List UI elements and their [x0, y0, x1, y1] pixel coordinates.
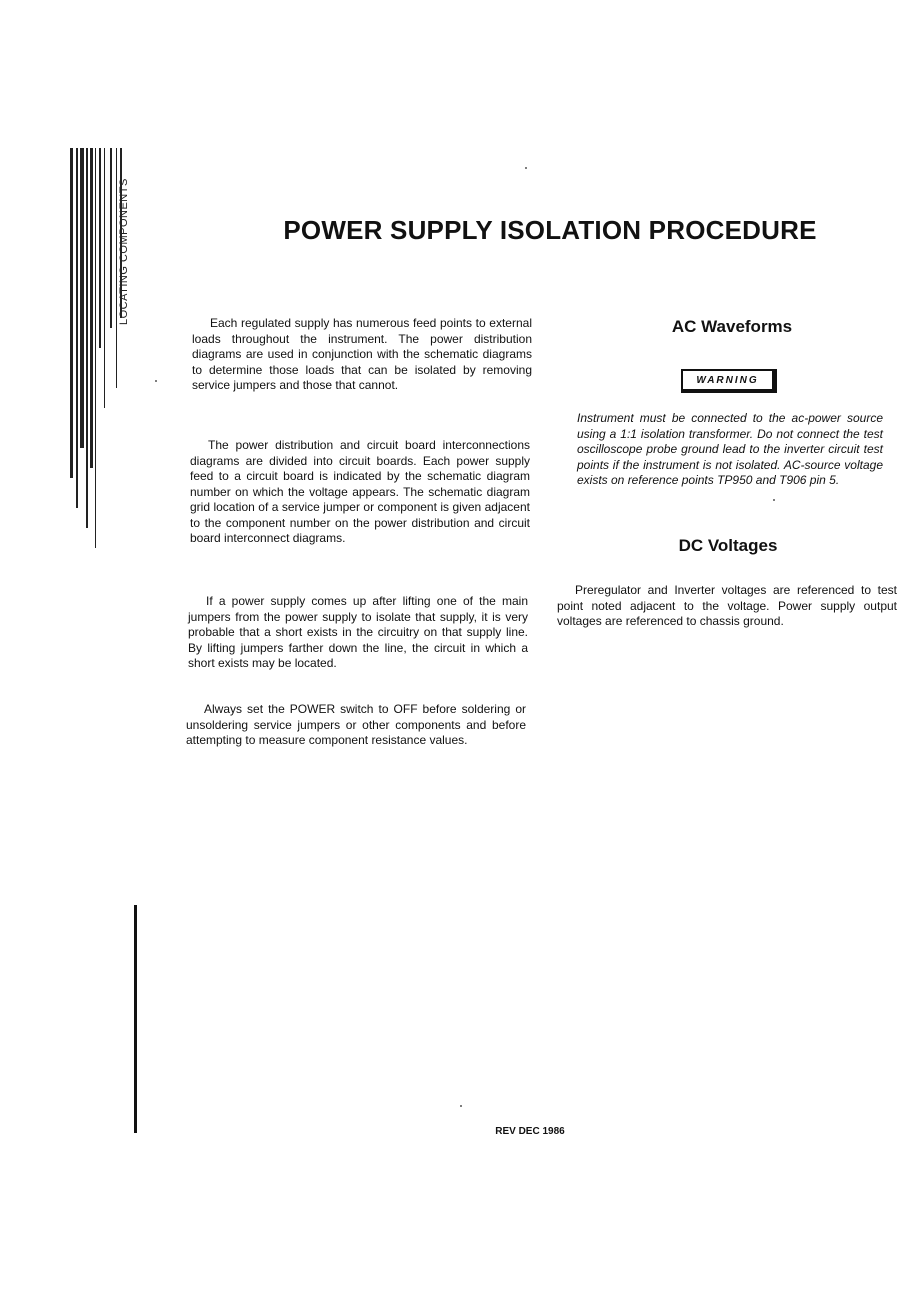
body-paragraph-1: Each regulated supply has numerous feed points to external loads throughout the instrument. The power distribution diagrams are used in conjunction with the schematic diagrams to determine those loads that can be isolated by removing service jumpers and those that cannot.	[192, 316, 532, 392]
warning-text: Instrument must be connected to the ac-power source using a 1:1 isolation transformer. Do not connect the test oscilloscope probe ground lead to the inverter circuit test points if the instrument is not isolated. AC-source voltage exists on reference points TP950 and T906 pin 5.	[577, 411, 883, 487]
dc-voltages-heading: DC Voltages	[678, 536, 778, 555]
left-margin-rule	[134, 905, 137, 1133]
ac-waveforms-heading: AC Waveforms	[671, 317, 793, 336]
body-paragraph-2: The power distribution and circuit board interconnections diagrams are divided into circuit boards. Each power supply feed to a circuit board is indicated by the schematic diagram number on which the voltage appears. The schematic diagram grid location of a service jumper or component is given adjacent to the component number on the power distribution and circuit board interconnect diagrams.	[190, 438, 530, 545]
body-paragraph-4: Always set the POWER switch to OFF before soldering or unsoldering service jumpers or other components and before attempting to measure component resistance values.	[186, 702, 526, 747]
warning-box	[681, 369, 777, 393]
revision-footer: REV DEC 1986	[495, 1126, 565, 1137]
scan-speck	[525, 167, 527, 169]
scan-speck	[773, 499, 775, 501]
binding-edge-marks	[64, 148, 154, 708]
page-title: POWER SUPPLY ISOLATION PROCEDURE	[283, 215, 817, 245]
scan-speck	[460, 1105, 462, 1107]
scan-speck	[155, 380, 157, 382]
dc-voltages-text: Preregulator and Inverter voltages are referenced to test point noted adjacent to the voltage. Power supply output voltages are referenced to chassis ground.	[557, 583, 897, 628]
warning-label: WARNING	[696, 374, 759, 386]
body-paragraph-3: If a power supply comes up after lifting one of the main jumpers from the power supply to isolate that supply, it is very probable that a short exists in the circuitry on that supply line. By lifting jumpers farther down the line, the circuit in which a short exists may be located.	[188, 594, 528, 670]
spine-label: LOCATING COMPONENTS	[118, 178, 130, 325]
